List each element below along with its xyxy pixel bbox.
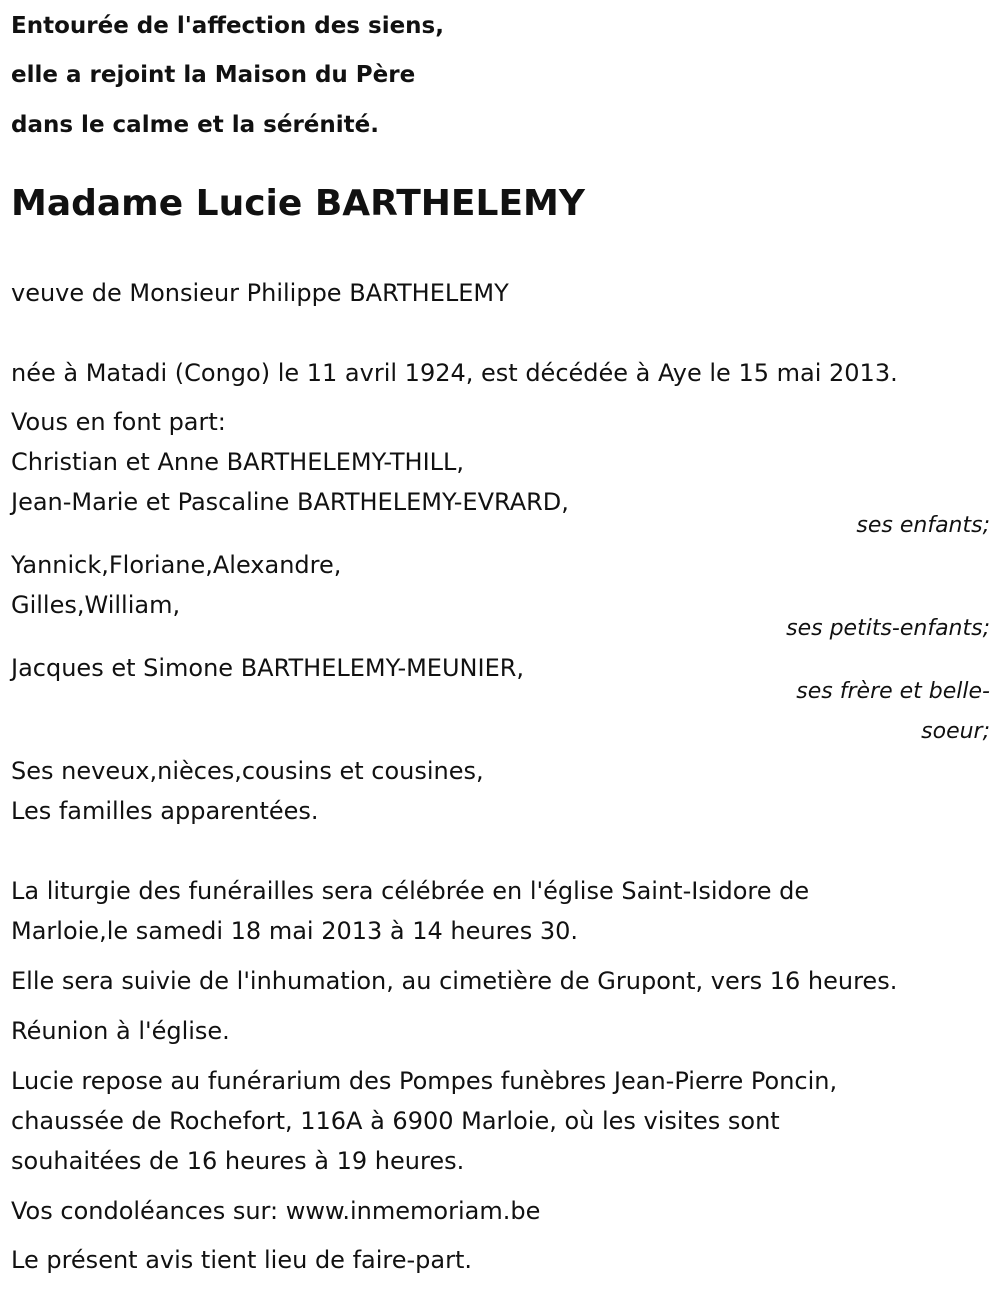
- viewing-line-2: chaussée de Rochefort, 116A à 6900 Marloie, où les visites sont: [11, 1107, 780, 1135]
- extended-family-line-2: Les familles apparentées.: [11, 797, 319, 825]
- intro-line-2: elle a rejoint la Maison du Père: [11, 62, 416, 88]
- child-line-1: Christian et Anne BARTHELEMY-THILL,: [11, 448, 465, 476]
- burial-line: Elle sera suivie de l'inhumation, au cimetière de Grupont, vers 16 heures.: [11, 967, 898, 995]
- grandchild-line-1: Yannick,Floriane,Alexandre,: [11, 551, 342, 579]
- closing-line: Le présent avis tient lieu de faire-part.: [11, 1246, 473, 1274]
- deceased-name: Madame Lucie BARTHELEMY: [11, 183, 585, 224]
- child-line-2: Jean-Marie et Pascaline BARTHELEMY-EVRARD,: [11, 488, 569, 516]
- announce-heading: Vous en font part:: [11, 408, 226, 436]
- funeral-line-2: Marloie,le samedi 18 mai 2013 à 14 heures 30.: [11, 917, 578, 945]
- children-relation: ses enfants;: [856, 513, 990, 538]
- widow-of: veuve de Monsieur Philippe BARTHELEMY: [11, 279, 509, 307]
- viewing-line-1: Lucie repose au funérarium des Pompes funèbres Jean-Pierre Poncin,: [11, 1067, 838, 1095]
- siblings-relation-line-2: soeur;: [921, 719, 990, 744]
- sibling-line-1: Jacques et Simone BARTHELEMY-MEUNIER,: [11, 654, 525, 682]
- intro-line-1: Entourée de l'affection des siens,: [11, 13, 444, 39]
- siblings-relation-line-1: ses frère et belle-: [796, 679, 990, 704]
- funeral-line-1: La liturgie des funérailles sera célébrée en l'église Saint-Isidore de: [11, 877, 810, 905]
- grandchild-line-2: Gilles,William,: [11, 591, 181, 619]
- birth-death-line: née à Matadi (Congo) le 11 avril 1924, est décédée à Aye le 15 mai 2013.: [11, 359, 898, 387]
- extended-family-line-1: Ses neveux,nièces,cousins et cousines,: [11, 757, 484, 785]
- intro-line-3: dans le calme et la sérénité.: [11, 112, 379, 138]
- grandchildren-relation: ses petits-enfants;: [786, 616, 990, 641]
- gathering-line: Réunion à l'église.: [11, 1017, 230, 1045]
- viewing-line-3: souhaitées de 16 heures à 19 heures.: [11, 1147, 465, 1175]
- condolences-line: Vos condoléances sur: www.inmemoriam.be: [11, 1197, 541, 1225]
